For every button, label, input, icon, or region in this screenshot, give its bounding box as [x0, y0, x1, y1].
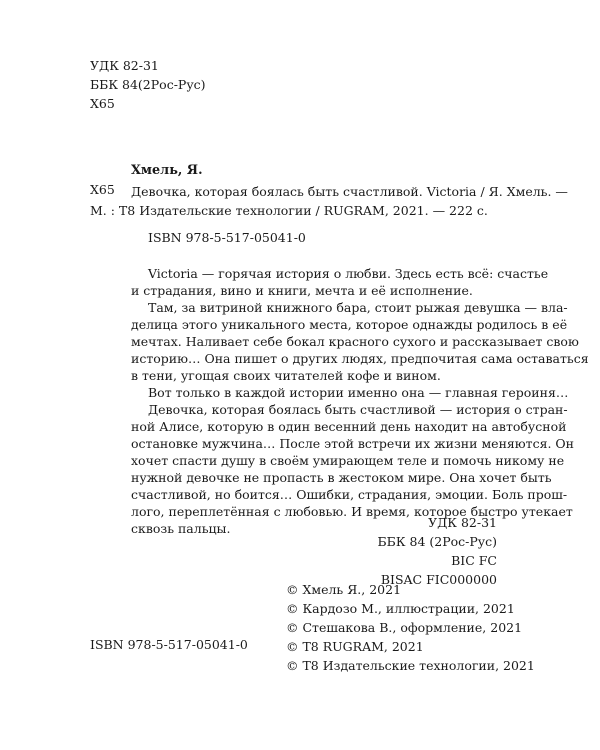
- bib-line: Девочка, которая боялась быть счастливой. Victoria / Я. Хмель. —: [131, 184, 568, 199]
- bic-code: BIC FC: [451, 553, 497, 568]
- copyright-line: © Т8 RUGRAM, 2021: [286, 639, 424, 654]
- bbk-code: ББК 84(2Рос-Рус): [90, 77, 206, 92]
- annotation-line: сквозь пальцы.: [131, 521, 231, 536]
- annotation-line: Там, за витриной книжного бара, стоит рыжая девушка — вла-: [148, 300, 568, 315]
- copyright-line: © Стешакова В., оформление, 2021: [286, 620, 523, 635]
- annotation: [131, 265, 589, 537]
- annotation-paragraph: [131, 384, 569, 401]
- annotation-paragraph: [131, 299, 589, 384]
- annotation-line: историю… Она пишет о других людях, предпочитая сама оставаться: [131, 351, 589, 366]
- classification-codes-top: [90, 56, 206, 113]
- copyright-line: © Кардозо М., иллюстрации, 2021: [286, 601, 515, 616]
- author-heading: Хмель, Я.: [131, 163, 203, 178]
- copyright-line: © Т8 Издательские технологии, 2021: [286, 658, 535, 673]
- annotation-line: хочет спасти душу в своём умирающем теле и помочь никому не: [131, 453, 565, 468]
- cutter-code-top: Х65: [90, 96, 115, 111]
- annotation-line: делица этого уникального места, которое однажды родилось в её: [131, 317, 568, 332]
- classification-codes-right: [377, 513, 497, 589]
- copyright-line: © Хмель Я., 2021: [286, 582, 402, 597]
- annotation-line: мечтах. Наливает себе бокал красного сухого и рассказывает свою: [131, 334, 579, 349]
- udk-code: УДК 82-31: [90, 58, 159, 73]
- annotation-line: счастливой, но боится… Ошибки, страдания, эмоции. Боль прош-: [131, 487, 568, 502]
- annotation-line: Вот только в каждой истории именно она — главная героиня…: [148, 385, 569, 400]
- isbn-bottom: ISBN 978-5-517-05041-0: [90, 637, 248, 652]
- annotation-line: ной Алисе, которую в один весенний день находит на автобусной: [131, 419, 567, 434]
- bib-line: М. : Т8 Издательские технологии / RUGRAM, 2021. — 222 с.: [90, 203, 488, 218]
- annotation-line: нужной девочке не пропасть в жестоком мире. Она хочет быть: [131, 470, 552, 485]
- annotation-line: и страдания, вино и книги, мечта и её исполнение.: [131, 283, 473, 298]
- annotation-line: Victoria — горячая история о любви. Здесь есть всё: счастье: [148, 266, 549, 281]
- annotation-line: в тени, угощая своих читателей кофе и вином.: [131, 368, 441, 383]
- bbk-code: ББК 84 (2Рос-Рус): [377, 534, 497, 549]
- copyright-block: [286, 580, 535, 675]
- annotation-line: лого, переплетённая с любовью. И время, которое быстро утекает: [131, 504, 573, 519]
- annotation-line: остановке мужчина… После этой встречи их жизни меняются. Он: [131, 436, 574, 451]
- bisac-code: BISAC FIC000000: [380, 572, 497, 587]
- annotation-line: Девочка, которая боялась быть счастливой — история о стран-: [148, 402, 568, 417]
- annotation-paragraph: [131, 265, 549, 299]
- cutter-code: Х65: [90, 182, 115, 197]
- udk-code: УДК 82-31: [428, 515, 497, 530]
- isbn-top: ISBN 978-5-517-05041-0: [148, 230, 306, 245]
